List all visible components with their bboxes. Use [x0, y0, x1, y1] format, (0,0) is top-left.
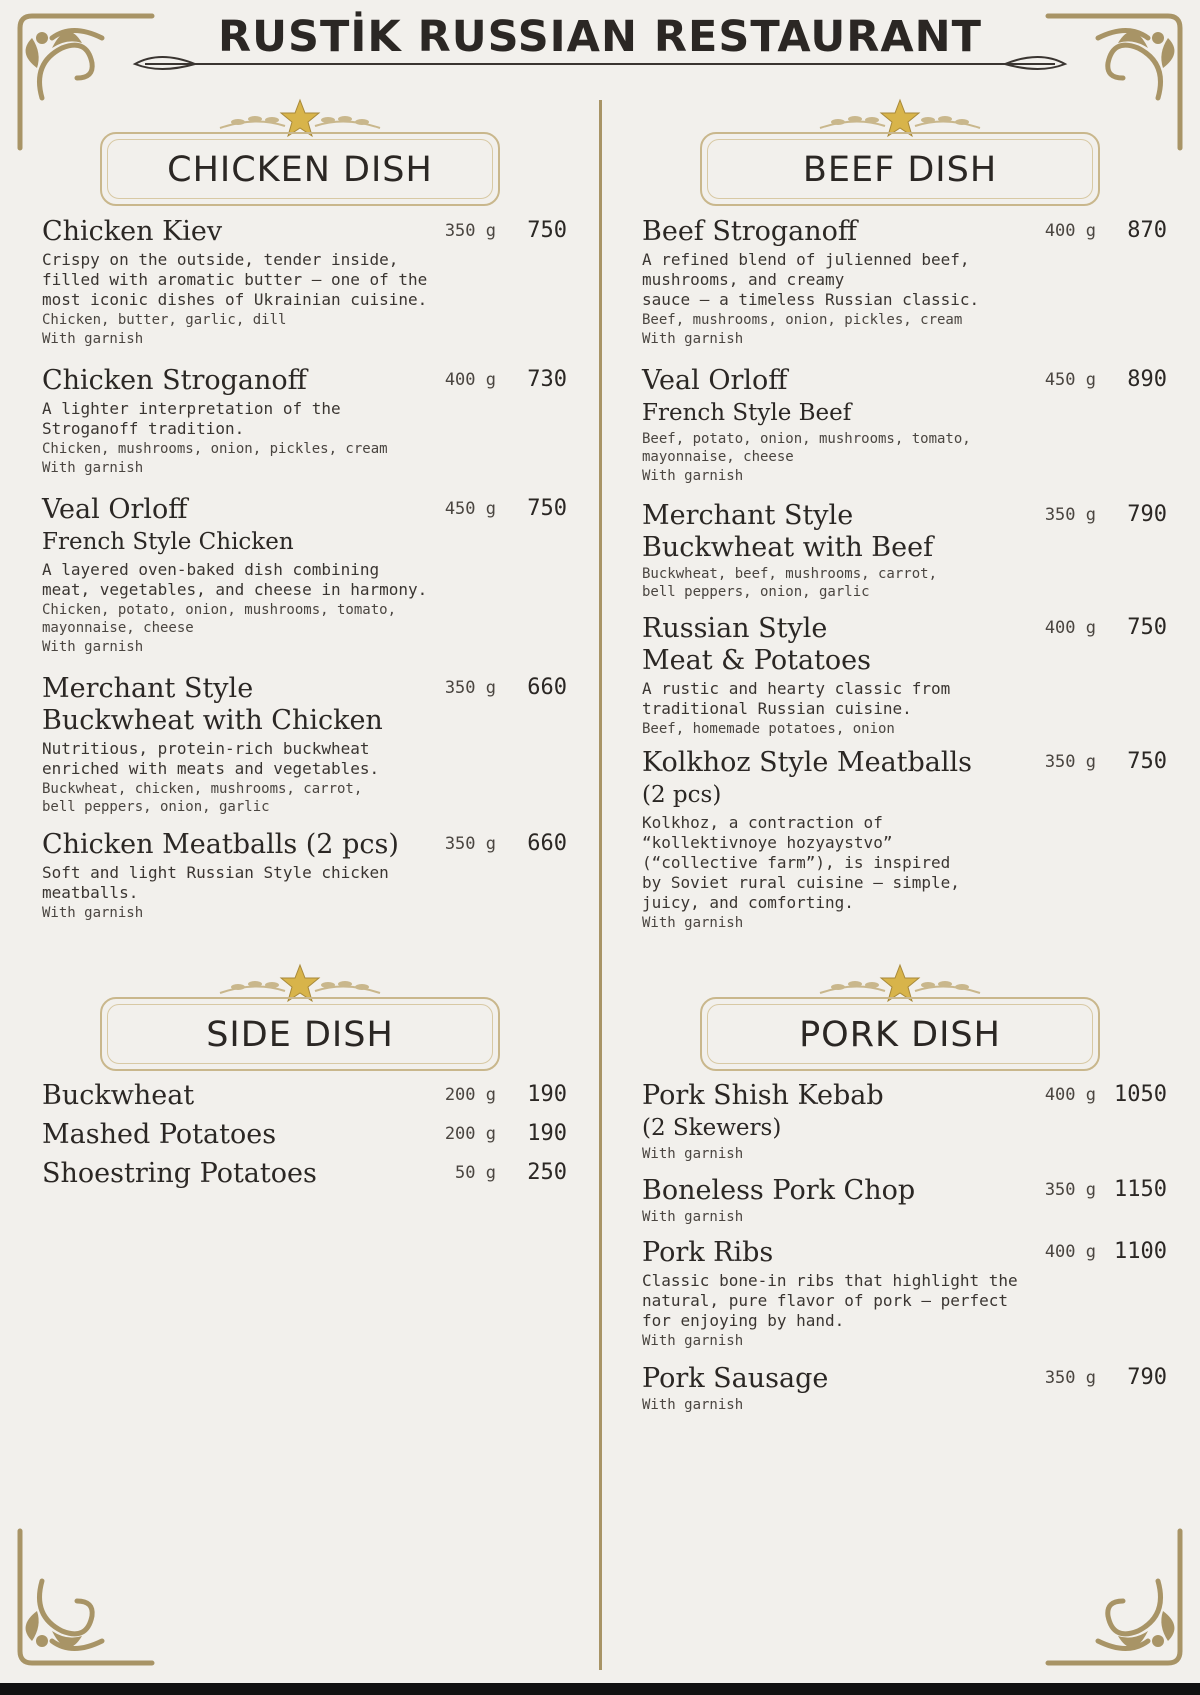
dish-price: 750	[527, 218, 567, 243]
dish-garnish-note: With garnish	[42, 460, 144, 476]
dish-description: Kolkhoz, a contraction of “kollektivnoye hozyaystvo” (“collective farm”), is inspired by Soviet rural cuisine — simple, juicy, and comforting.	[642, 813, 960, 912]
dish-garnish-note: With garnish	[642, 468, 744, 484]
dish-price: 890	[1127, 367, 1167, 392]
section-header-chicken	[100, 98, 500, 208]
dish-weight: 450 g	[1044, 370, 1096, 390]
dish-weight: 350 g	[1044, 1368, 1096, 1388]
menu-item	[42, 365, 577, 478]
dish-price: 1150	[1114, 1177, 1167, 1202]
column-divider	[599, 100, 602, 1670]
dish-weight: 200 g	[444, 1085, 496, 1105]
menu-item	[642, 613, 1177, 738]
dish-price: 250	[527, 1160, 567, 1185]
dish-name: Pork Ribs	[642, 1237, 774, 1268]
dish-ingredients: Buckwheat, chicken, mushrooms, carrot, bell peppers, onion, garlic	[42, 781, 363, 815]
side-dish-list	[42, 1080, 577, 1197]
dish-ingredients: Chicken, potato, onion, mushrooms, tomato, mayonnaise, cheese	[42, 602, 397, 636]
menu-item	[642, 500, 1177, 601]
dish-weight: 350 g	[1044, 752, 1096, 772]
ornament-corner-icon	[12, 1511, 172, 1671]
dish-name: Merchant Style Buckwheat with Beef	[642, 500, 934, 563]
side-dish-item	[42, 1158, 577, 1197]
dish-description: Soft and light Russian Style chicken meatballs.	[42, 863, 389, 902]
dish-garnish-note: With garnish	[42, 905, 144, 921]
dish-price: 870	[1127, 218, 1167, 243]
dish-weight: 350 g	[444, 221, 496, 241]
dish-weight: 400 g	[444, 370, 496, 390]
dish-price: 790	[1127, 1365, 1167, 1390]
dish-price: 790	[1127, 502, 1167, 527]
dish-description: A layered oven-baked dish combining meat, vegetables, and cheese in harmony.	[42, 560, 428, 599]
menu-item	[642, 365, 1177, 486]
dish-name: Pork Shish Kebab	[642, 1080, 884, 1111]
menu-item	[642, 1175, 1177, 1227]
dish-price: 190	[527, 1121, 567, 1146]
section-title: PORK DISH	[799, 1015, 1001, 1055]
dish-weight: 50 g	[455, 1163, 496, 1183]
dish-garnish-note: With garnish	[642, 331, 744, 347]
dish-weight: 400 g	[1044, 1242, 1096, 1262]
dish-name: Pork Sausage	[642, 1363, 829, 1394]
menu-item	[642, 1363, 1177, 1415]
dish-name: Shoestring Potatoes	[42, 1158, 317, 1189]
dish-price: 750	[527, 496, 567, 521]
dish-name: Buckwheat	[42, 1080, 195, 1111]
dish-subtitle: (2 pcs)	[642, 782, 722, 808]
dish-subtitle: French Style Chicken	[42, 529, 294, 555]
menu-item	[42, 673, 577, 816]
dish-price: 660	[527, 675, 567, 700]
dish-price: 1100	[1114, 1239, 1167, 1264]
side-dish-item	[42, 1119, 577, 1158]
dish-weight: 200 g	[444, 1124, 496, 1144]
dish-name: Boneless Pork Chop	[642, 1175, 916, 1206]
menu-item	[42, 216, 577, 349]
section-title: SIDE DISH	[206, 1015, 394, 1055]
dish-name: Chicken Kiev	[42, 216, 223, 247]
dish-garnish-note: With garnish	[642, 1333, 744, 1349]
dish-weight: 350 g	[1044, 1180, 1096, 1200]
menu-item	[642, 216, 1177, 349]
dish-subtitle: French Style Beef	[642, 400, 852, 426]
dish-name: Kolkhoz Style Meatballs	[642, 747, 973, 778]
menu-item	[642, 747, 1177, 933]
dish-weight: 400 g	[1044, 1085, 1096, 1105]
dish-name: Chicken Meatballs (2 pcs)	[42, 829, 399, 860]
dish-name: Russian Style Meat & Potatoes	[642, 613, 871, 676]
section-title: CHICKEN DISH	[167, 150, 433, 190]
dish-description: A refined blend of julienned beef, mushrooms, and creamy sauce — a timeless Russian classic.	[642, 250, 980, 309]
dish-ingredients: Beef, potato, onion, mushrooms, tomato, mayonnaise, cheese	[642, 431, 971, 465]
section-header-pork	[700, 963, 1100, 1073]
side-dish-item	[42, 1080, 577, 1119]
dish-weight: 400 g	[1044, 618, 1096, 638]
dish-price: 750	[1127, 749, 1167, 774]
dish-price: 750	[1127, 615, 1167, 640]
dish-weight: 350 g	[444, 834, 496, 854]
dish-weight: 450 g	[444, 499, 496, 519]
bottom-edge-bar	[0, 1683, 1200, 1695]
dish-description: A lighter interpretation of the Stroganoff tradition.	[42, 399, 341, 438]
dish-name: Veal Orloff	[42, 494, 188, 525]
dish-price: 190	[527, 1082, 567, 1107]
dish-garnish-note: With garnish	[42, 331, 144, 347]
dish-ingredients: Chicken, mushrooms, onion, pickles, cream	[42, 441, 388, 457]
dish-description: A rustic and hearty classic from traditional Russian cuisine.	[642, 679, 951, 718]
section-header-beef	[700, 98, 1100, 208]
dish-ingredients: Beef, homemade potatoes, onion	[642, 721, 895, 737]
dish-garnish-note: With garnish	[642, 915, 744, 931]
dish-price: 660	[527, 831, 567, 856]
dish-garnish-note: With garnish	[642, 1209, 744, 1225]
dish-name: Mashed Potatoes	[42, 1119, 277, 1150]
dish-price: 1050	[1114, 1082, 1167, 1107]
menu-item	[642, 1237, 1177, 1351]
dish-garnish-note: With garnish	[642, 1397, 744, 1413]
section-title: BEEF DISH	[802, 150, 998, 190]
dish-name: Veal Orloff	[642, 365, 788, 396]
dish-weight: 350 g	[1044, 505, 1096, 525]
dish-subtitle: (2 Skewers)	[642, 1115, 782, 1141]
dish-garnish-note: With garnish	[42, 639, 144, 655]
dish-name: Chicken Stroganoff	[42, 365, 307, 396]
dish-weight: 400 g	[1044, 221, 1096, 241]
dish-description: Classic bone-in ribs that highlight the natural, pure flavor of pork — perfect for enjoying by hand.	[642, 1271, 1018, 1330]
dish-name: Merchant Style Buckwheat with Chicken	[42, 673, 383, 736]
dish-ingredients: Beef, mushrooms, onion, pickles, cream	[642, 312, 963, 328]
dish-name: Beef Stroganoff	[642, 216, 858, 247]
ornament-corner-icon	[1028, 1511, 1188, 1671]
dish-garnish-note: With garnish	[642, 1146, 744, 1162]
dish-ingredients: Buckwheat, beef, mushrooms, carrot, bell peppers, onion, garlic	[642, 566, 938, 600]
section-header-side	[100, 963, 500, 1073]
dish-weight: 350 g	[444, 678, 496, 698]
title-underline-flourish	[125, 50, 1075, 76]
dish-price: 730	[527, 367, 567, 392]
dish-description: Crispy on the outside, tender inside, filled with aromatic butter — one of the most iconic dishes of Ukrainian cuisine.	[42, 250, 428, 309]
dish-description: Nutritious, protein-rich buckwheat enriched with meats and vegetables.	[42, 739, 380, 778]
menu-item	[42, 494, 577, 657]
menu-item	[642, 1080, 1177, 1164]
dish-ingredients: Chicken, butter, garlic, dill	[42, 312, 287, 328]
menu-item	[42, 829, 577, 923]
restaurant-title: RUSTİK RUSSIAN RESTAURANT	[218, 12, 982, 62]
